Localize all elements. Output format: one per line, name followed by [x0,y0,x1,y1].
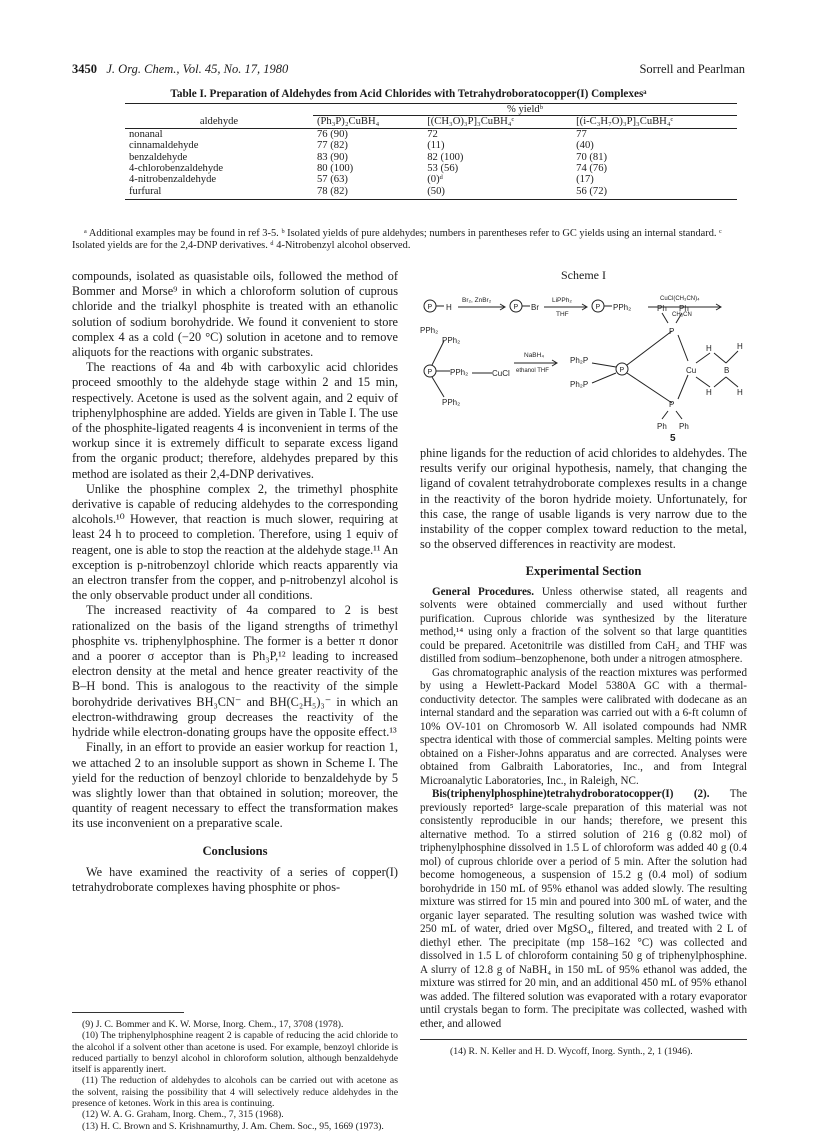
table-row [125,174,737,185]
table-cell: benzaldehyde [129,151,188,163]
scheme-arrow-label: LiPPh₂ [552,297,572,304]
table-cell: 83 (90) [317,151,348,163]
table-cell: (11) [427,140,445,152]
table-cell: 70 (81) [576,151,608,163]
journal-citation [72,62,288,77]
scheme-arrow-label: CH₃CN [672,312,692,318]
body-paragraph: The increased reactivity of 4a compared to 2 is best rationalized on the basis of the ligand strengths of trimethyl phosphite vs. triphenylphosphine. The former is a better π donor and a poorer σ acceptor than is Ph₃P,¹² leading to increased electron density at the metal and hence greater reactivity of the B–H bond. This is analogous to the reactivity of the simple borohydride derivatives BH₃CN⁻ and BH(C₂H₅)₃⁻ in which an electron-withdrawing group decreases the reactivity of the hydride while electron-donating groups have the opposite effect.¹³ [72,603,398,740]
experimental-body [420,586,747,1032]
scheme-diagram [420,283,747,443]
section-heading-experimental: Experimental Section [525,564,642,579]
scheme-label: Ph [679,422,689,431]
scheme-label: H [737,342,743,351]
paragraph-text: The previously reported⁵ large-scale preparation of this material was not consistently reproducible in our hands; therefore, we present this alternative method. To a stirred solution of 216 g (0.82 mol) of triphenylphosphine dissolved in 1.5 L of chloroform was added 40 g (0.4 mol) of cuprous chloride over a period of 5 min. After the solution had become homogeneous, a suspension of 15.2 g (0.4 mol) of sodium borohydride in 150 mL of 95% ethanol was added slowly. The resulting mixture was stirred for 15 min and poured into 300 mL of water, and the organic layer separated. The resulting solution was washed twice with 250 mL of water, dried over MgSO₄, filtered, and treated with 2 L of diethyl ether. The precipitate (mp 158–162 °C) was collected and dissolved in 1.5 L of chloroform containing 50 g of triphenylphosphine. A slurry of 12.8 g of NaBH₄ in 150 mL of 95% ethanol was added, the mixture was stirred for 20 min, and an additional 450 mL of 95% ethanol was added. The filtered solution was evaporated with a rotary evaporator until crystals began to form. The precipitate was collected, washed with ether, and allowed [420,788,747,1030]
table-cell: (40) [576,140,594,152]
scheme-label: CuCl [492,369,510,378]
scheme-label: PPh₂ [442,336,461,345]
scheme-label: Ph [657,422,667,431]
polymer-label: P [595,304,601,311]
table-cell: 4-nitrobenzaldehyde [129,174,217,186]
footnote: (9) J. C. Bommer and K. W. Morse, Inorg. Chem., 17, 3708 (1978). [82,1019,344,1030]
scheme-arrow-label: Br₂, ZnBr₂ [462,297,492,304]
footnote: (10) The triphenylphosphine reagent 2 is capable of reducing the acid chloride to the alcohol if a solvent other than acetone is used. For example, benzoyl chloride is reduced partially to benzyl alcohol in chloroform solution, although benzaldehyde itself is apparently inert. [72,1030,398,1076]
table-cell: 57 (63) [317,174,348,186]
section-heading-conclusions: Conclusions [202,843,268,858]
table-footnotes: ᵃ Additional examples may be found in ref 3-5. ᵇ Isolated yields of pure aldehydes; numbers in parentheses refer to GC yields using an internal standard. ᶜ Isolated yields are for the 2,4-DNP derivatives. ᵈ 4-Nitrobenzyl alcohol observed. [72,228,722,252]
body-paragraph: Finally, in an effort to provide an easier workup for reaction 1, we attached 2 to an insoluble support as shown in Scheme I. The yield for the reduction of benzoyl chloride to benzaldehyde by 5 was slightly lower than that obtained in solution; moreover, the quantity of reagent necessary to effect the transformation makes its use inconvenient on a preparative scale. [72,740,398,831]
body-paragraph: We have examined the reactivity of a series of copper(I) tetrahydroborate complexes having phosphite or phos- [72,864,398,894]
scheme-label: P [669,327,675,336]
footnote: (14) R. N. Keller and H. D. Wycoff, Inorg. Synth., 2, 1 (1946). [450,1046,693,1057]
page-number: 3450 [72,62,97,76]
scheme-label: Ph₂P [570,380,589,389]
table-cell: (17) [576,174,594,186]
table-cell: (50) [423,186,572,200]
table-caption: Table I. Preparation of Aldehydes from Acid Chlorides with Tetrahydroboratocopper(I) Complexesᵃ [170,88,647,100]
table-cell: 77 (82) [317,140,348,152]
table-cell: 74 (76) [576,163,608,175]
scheme-label: H [706,388,712,397]
footnote: (13) H. C. Brown and S. Krishnamurthy, J. Am. Chem. Soc., 95, 1669 (1973). [82,1120,384,1132]
table-cell: 82 (100) [427,151,464,163]
scheme-label: PPh₂ [450,368,469,377]
yield-header: % yieldᵇ [313,104,737,116]
footnote: (12) W. A. G. Graham, Inorg. Chem., 7, 315 (1968). [82,1109,284,1121]
column-header: (Ph₃P)₂CuBH₄ [313,116,423,128]
scheme-label: B [724,366,730,375]
scheme-label: Ph [657,304,667,313]
scheme-label: Ph₂P [570,356,589,365]
run-in-heading: Bis(triphenylphosphine)tetrahydroboratocopper(I) (2). [432,788,710,801]
body-paragraph: Unlike the phosphine complex 2, the trimethyl phosphite derivative is capable of reducing aldehydes to the corresponding alcohols.¹⁰ However, that reaction is much slower, requiring at least 24 h to proceed to completion. Therefore, using 1 equiv of reagent, one is able to stop the reaction at the aldehyde stage.¹¹ An exception is p-nitrobenzoyl chloride which reacts apparently via an electron transfer from the copper, and p-nitrobenzyl alcohol is the only observable product under all conditions. [72,481,398,603]
scheme-label: PPh₂ [613,303,632,312]
scheme-label: H [737,388,743,397]
table-cell: (0)ᵈ [427,174,443,186]
run-in-heading: General Procedures. [432,585,534,598]
scheme-label: H [446,303,452,312]
scheme-label: PPh₂ [420,326,439,335]
table-cell: 72 [427,128,438,140]
scheme-label: Br [531,303,539,312]
body-paragraph: The reactions of 4a and 4b with carboxylic acid chlorides proceed smoothly to the aldehyde stage within 2 and 15 min, respectively. Acetone is used as the solvent again, and 2 equiv of triphenylphosphine are added. Yields are given in Table I. The use of the phosphite-ligated reagents 4 is inconvenient in terms of the workup since it is extremely difficult to separate excess ligand from the organic product; therefore, aldehydes prepared by this method are isolated as their 2,4-DNP derivatives. [72,360,398,481]
table-cell: 78 (82) [313,186,423,200]
column-header: aldehyde [125,116,313,128]
compound-number: 5 [670,433,676,443]
table-cell: cinnamaldehyde [129,140,199,152]
running-header [72,62,745,80]
scheme-arrow-label: THF [556,311,569,318]
table-row [125,152,737,163]
body-paragraph: phine ligands for the reduction of acid chlorides to aldehydes. The results verify our original hypothesis, namely, that changing the ligand of covalent tetrahydroborate complexes results in a change in the reactivity of the boron hydride moiety. Unfortunately, for this case, the range of usable ligands is very narrow due to the instability of the copper complex toward reduction to the metal, so the observed differences in reactivity are modest. [420,446,747,552]
table-cell: 76 (90) [317,128,348,140]
table-row [125,186,737,200]
scheme-arrow-label: NaBH₄ [524,352,544,359]
scheme-arrow-label: ethanol THF [516,368,549,374]
polymer-label: P [513,304,519,311]
column-header: [(CH₃O)₃P]₃CuBH₄ᶜ [423,116,572,128]
table-container [125,103,737,200]
table-row [125,163,737,174]
paragraph-text: Unless otherwise stated, all reagents and solvents were obtained commercially and used without further purification. Cuprous chloride was synthesized by the literature method,¹⁴ using only a fraction of the solvent so that large quantities could be prepared. Acetonitrile was distilled from CaH₂ and THF was distilled from sodium–benzophenone, both under a nitrogen atmosphere. [420,585,747,666]
table-cell: 80 (100) [317,163,354,175]
left-column [72,269,398,895]
scheme-label: Cu [686,366,697,375]
polymer-label: P [427,369,433,376]
scheme-title: Scheme I [561,268,606,282]
body-paragraph [420,586,747,667]
body-paragraph: Gas chromatographic analysis of the reaction mixtures was performed by using a Hewlett-Packard Model 5380A GC with a thermal-conductivity detector. The samples were calibrated with dodecane as an internal standard and the separation was carried out with a 6-ft column of 10% OV-101 on Chromosorb W. All isolated compounds had NMR spectra identical with those of commercial samples. Melting points were obtained on a Fisher-Johns apparatus and are corrected. Analyses were obtained from Galbraith Laboratories, Inc., and from Integral Microanalytic Laboratories, Inc., in Raleigh, NC. [420,666,747,787]
polymer-label: P [427,304,433,311]
journal-name: J. Org. Chem., Vol. 45, No. 17, 1980 [106,62,289,76]
table-header-spacer [125,104,313,116]
scheme-label: PPh₂ [442,398,461,407]
running-authors: Sorrell and Pearlman [639,62,745,76]
table-row [125,140,737,151]
scheme-label: H [706,344,712,353]
table-cell: 56 (72) [572,186,737,200]
column-header: [(i-C₃H₇O)₃P]₃CuBH₄ᶜ [572,116,737,128]
table-cell: 53 (56) [427,163,459,175]
footnote-rule [420,1039,747,1040]
scheme-label: Ph [679,304,689,313]
scheme-svg [420,283,747,443]
body-paragraph: compounds, isolated as quasistable oils, followed the method of Bommer and Morse⁹ in which a chloroform solution of cuprous chloride and the trialkyl phosphite is treated with an ethanolic solution of sodium borohydride. We found it convenient to store complex 4 as a cold (−20 °C) solution in acetone and to remove aliquots for the reactions with organic substrates. [72,269,398,360]
scheme-label: P [669,400,675,409]
footnote-rule [72,1012,184,1013]
polymer-label: P [619,367,625,374]
right-column [420,446,747,1031]
footnote: (11) The reduction of aldehydes to alcohols can be carried out with acetone as the solvent, raising the possibility that 4 will selectively reduce aldehydes in the presence of ketones. Work in this area is continuing. [72,1075,398,1110]
table-cell: 77 [576,128,587,140]
table-cell: 4-chlorobenzaldehyde [129,163,224,175]
table-cell: furfural [125,186,313,200]
table-cell: nonanal [129,128,163,140]
footnotes [72,1019,398,1132]
table-row [125,128,737,140]
body-paragraph [420,788,747,1031]
yield-table [125,103,737,200]
scheme-arrow-label: CuCl(CH₃CN)₄ [660,296,700,302]
